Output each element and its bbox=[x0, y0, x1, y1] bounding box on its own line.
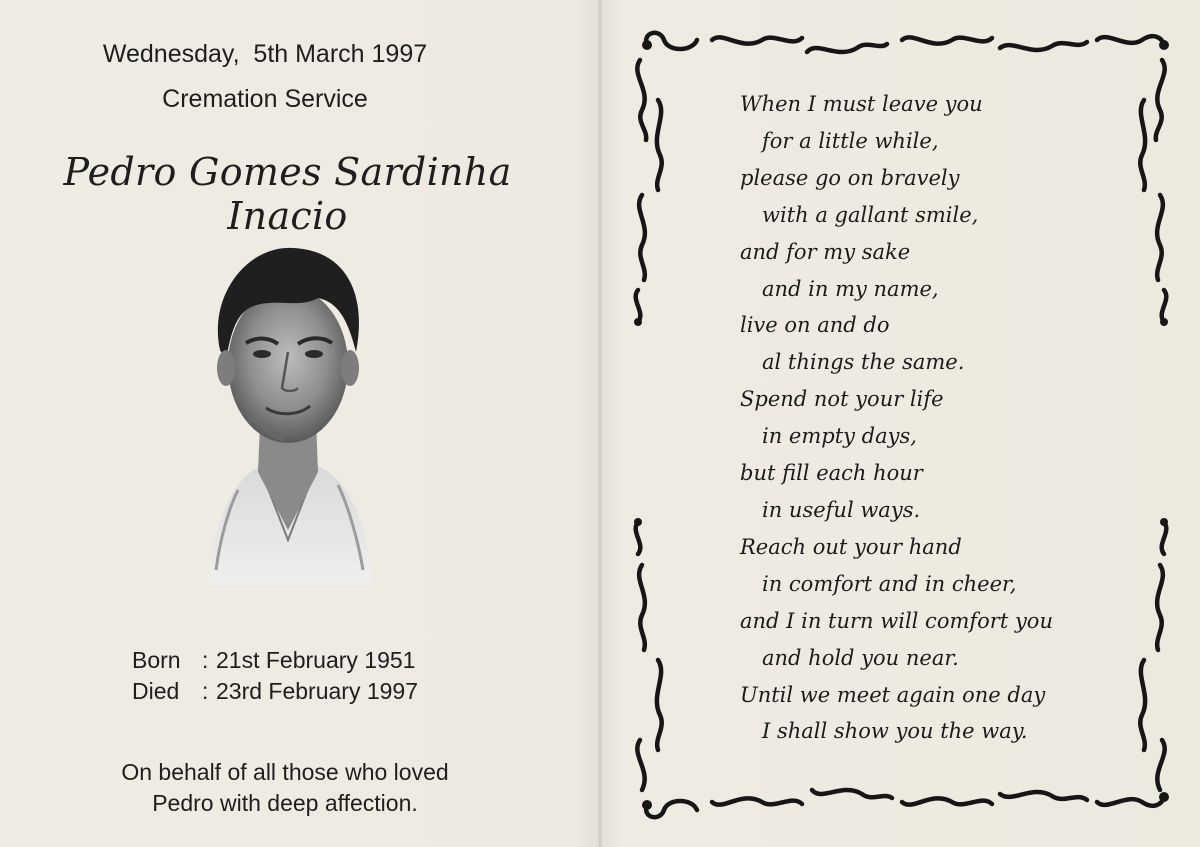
right-panel bbox=[602, 0, 1200, 847]
poem-line: but fill each hour bbox=[740, 461, 923, 486]
service-type: Cremation Service bbox=[162, 85, 368, 113]
died-label: Died bbox=[132, 678, 180, 704]
poem-line: Reach out your hand bbox=[740, 534, 962, 559]
poem-line: and I in turn will comfort you bbox=[740, 608, 1053, 633]
born-date: 21st February 1951 bbox=[216, 647, 416, 673]
service-date: Wednesday, 5th March 1997 bbox=[102, 40, 428, 68]
poem-line: When I must leave you bbox=[740, 92, 983, 116]
poem-line: please go on bravely bbox=[740, 165, 960, 190]
died-row bbox=[132, 676, 418, 707]
poem-line: with a gallant smile, bbox=[762, 202, 979, 227]
poem-line: for a little while, bbox=[762, 128, 939, 153]
born-row bbox=[132, 645, 418, 676]
poem-line: and in my name, bbox=[762, 276, 939, 301]
poem-line: Spend not your life bbox=[740, 387, 944, 412]
portrait-photo bbox=[198, 240, 378, 585]
poem-line: in useful ways. bbox=[762, 497, 921, 522]
closing-line-1: On behalf of all those who loved bbox=[121, 759, 449, 785]
deceased-name: Pedro Gomes Sardinha Inacio bbox=[63, 150, 512, 238]
born-label: Born bbox=[132, 647, 181, 673]
poem-line: and for my sake bbox=[740, 239, 911, 264]
poem-line: live on and do bbox=[740, 313, 890, 338]
life-dates bbox=[132, 645, 418, 707]
died-date: 23rd February 1997 bbox=[216, 678, 419, 704]
left-panel bbox=[0, 0, 598, 847]
poem-line: in comfort and in cheer, bbox=[762, 571, 1017, 596]
closing-line-2: Pedro with deep affection. bbox=[152, 790, 418, 816]
poem-line: I shall show you the way. bbox=[762, 719, 1028, 744]
poem-line: and hold you near. bbox=[762, 645, 959, 670]
poem-line: al things the same. bbox=[762, 350, 965, 375]
born-separator: : bbox=[202, 647, 209, 673]
poem-line: in empty days, bbox=[762, 424, 917, 449]
closing-dedication bbox=[30, 757, 540, 819]
poem-line: Until we meet again one day bbox=[740, 682, 1046, 707]
died-separator: : bbox=[202, 678, 209, 704]
poem bbox=[740, 86, 1053, 750]
